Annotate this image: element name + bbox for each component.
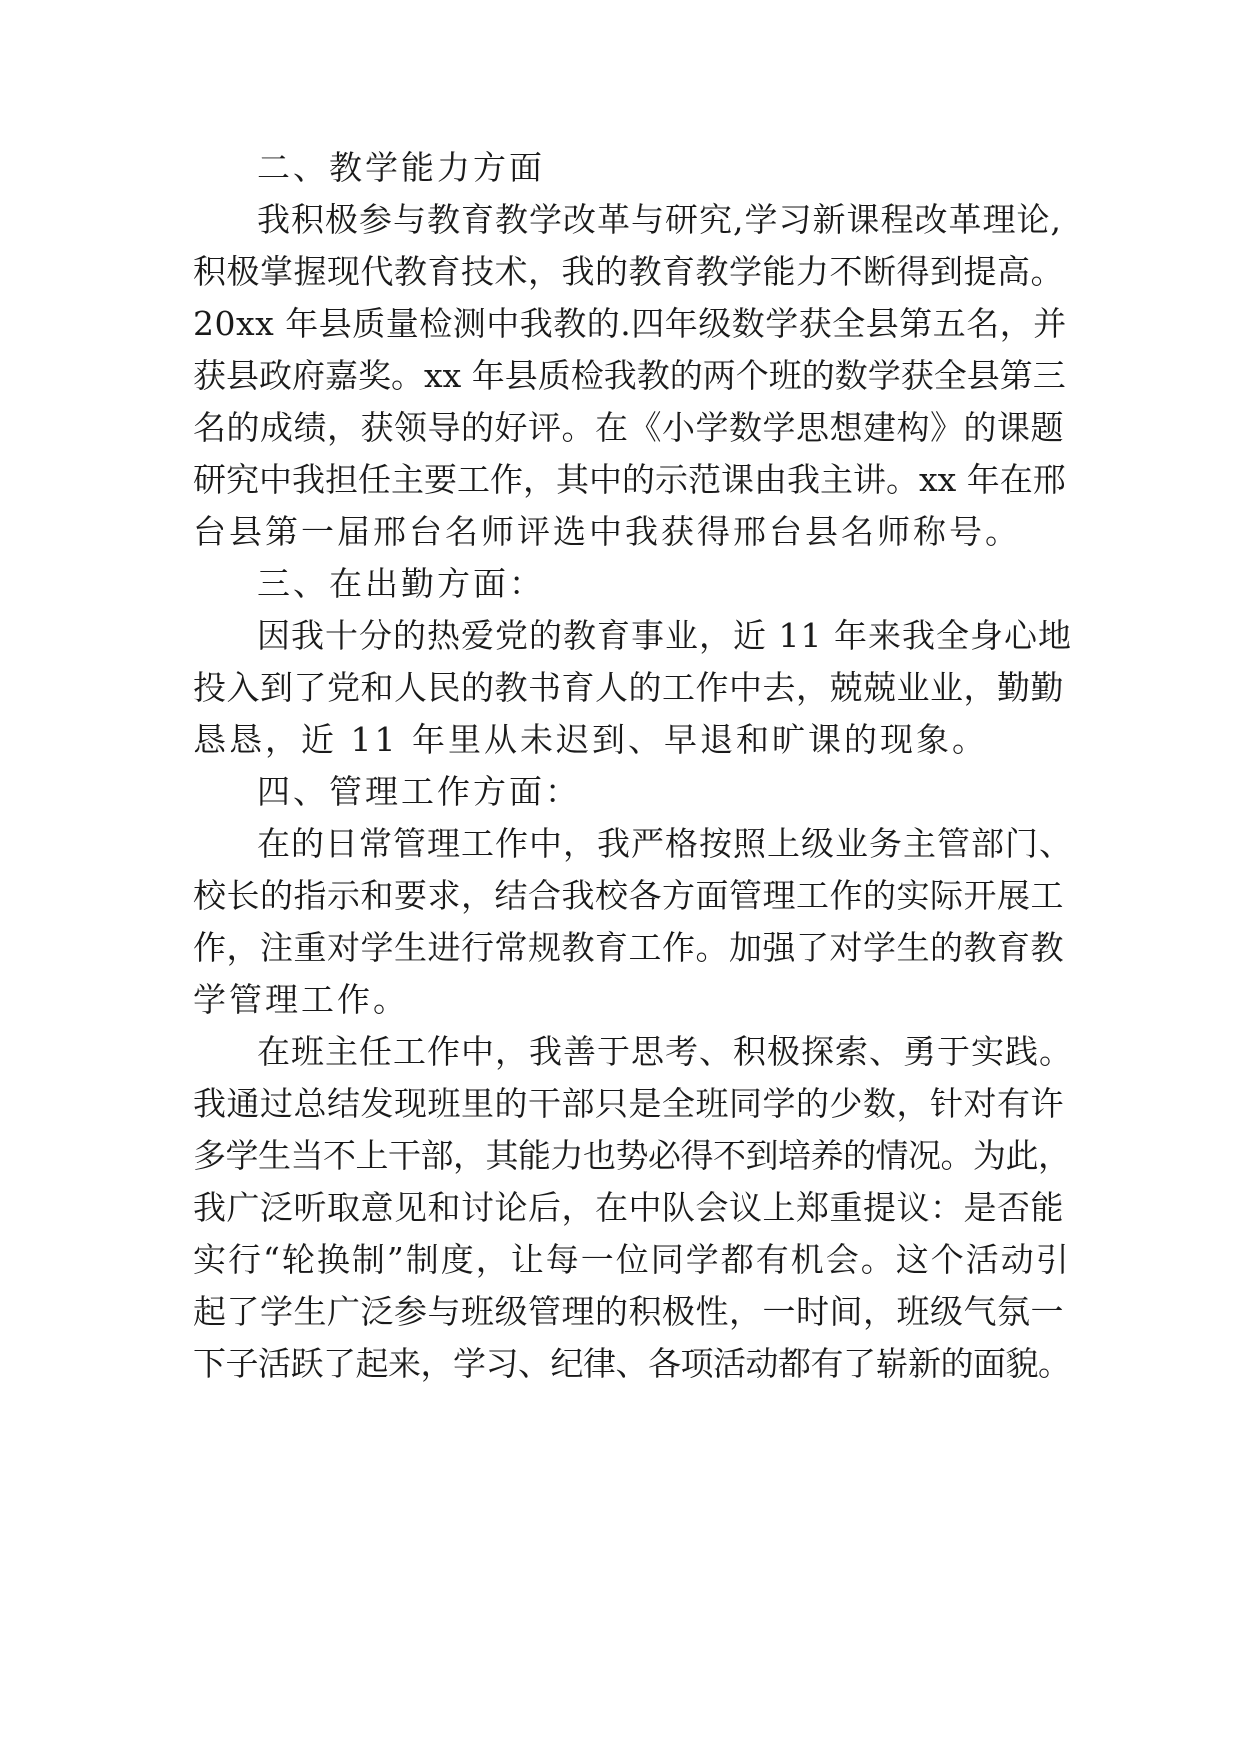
paragraph-line: 投入到了党和人民的教书育人的工作中去，兢兢业业，勤勤 bbox=[193, 668, 1064, 707]
paragraph-line: 积极掌握现代教育技术，我的教育教学能力不断得到提高。 bbox=[193, 252, 1064, 291]
section-heading-management: 四、管理工作方面： bbox=[257, 772, 581, 811]
paragraph-line: 获县政府嘉奖。xx 年县质检我教的两个班的数学获全县第三 bbox=[193, 356, 1066, 395]
paragraph-line: 在的日常管理工作中，我严格按照上级业务主管部门、 bbox=[257, 824, 1073, 863]
paragraph-line: 20xx 年县质量检测中我教的.四年级数学获全县第五名，并 bbox=[193, 304, 1067, 343]
paragraph-line: 多学生当不上干部，其能力也势必得不到培养的情况。为此， bbox=[193, 1136, 1071, 1175]
section-heading-teaching-ability: 二、教学能力方面 bbox=[257, 148, 545, 187]
paragraph-line: 我广泛听取意见和讨论后，在中队会议上郑重提议：是否能 bbox=[193, 1188, 1064, 1227]
section-heading-attendance: 三、在出勤方面： bbox=[257, 564, 545, 603]
paragraph-line: 下子活跃了起来，学习、纪律、各项活动都有了崭新的面貌。 bbox=[193, 1344, 1071, 1383]
paragraph-line: 研究中我担任主要工作，其中的示范课由我主讲。xx 年在邢 bbox=[193, 460, 1066, 499]
paragraph-line: 因我十分的热爱党的教育事业，近 11 年来我全身心地 bbox=[257, 616, 1072, 655]
paragraph-line: 学管理工作。 bbox=[193, 980, 409, 1019]
paragraph-line: 恳恳，近 11 年里从未迟到、早退和旷课的现象。 bbox=[193, 720, 988, 759]
paragraph-line: 在班主任工作中，我善于思考、积极探索、勇于实践。 bbox=[257, 1032, 1073, 1071]
paragraph-line: 起了学生广泛参与班级管理的积极性，一时间，班级气氛一 bbox=[193, 1292, 1064, 1331]
paragraph-line: 作，注重对学生进行常规教育工作。加强了对学生的教育教 bbox=[193, 928, 1064, 967]
paragraph-line: 名的成绩，获领导的好评。在《小学数学思想建构》的课题 bbox=[193, 408, 1064, 447]
paragraph-line: 校长的指示和要求，结合我校各方面管理工作的实际开展工 bbox=[193, 876, 1064, 915]
paragraph-line: 我积极参与教育教学改革与研究,学习新课程改革理论, bbox=[257, 200, 1062, 239]
paragraph-line: 台县第一届邢台名师评选中我获得邢台县名师称号。 bbox=[193, 512, 1021, 551]
paragraph-line: 实行“轮换制”制度，让每一位同学都有机会。这个活动引 bbox=[193, 1240, 1071, 1279]
paragraph-line: 我通过总结发现班里的干部只是全班同学的少数，针对有许 bbox=[193, 1084, 1064, 1123]
